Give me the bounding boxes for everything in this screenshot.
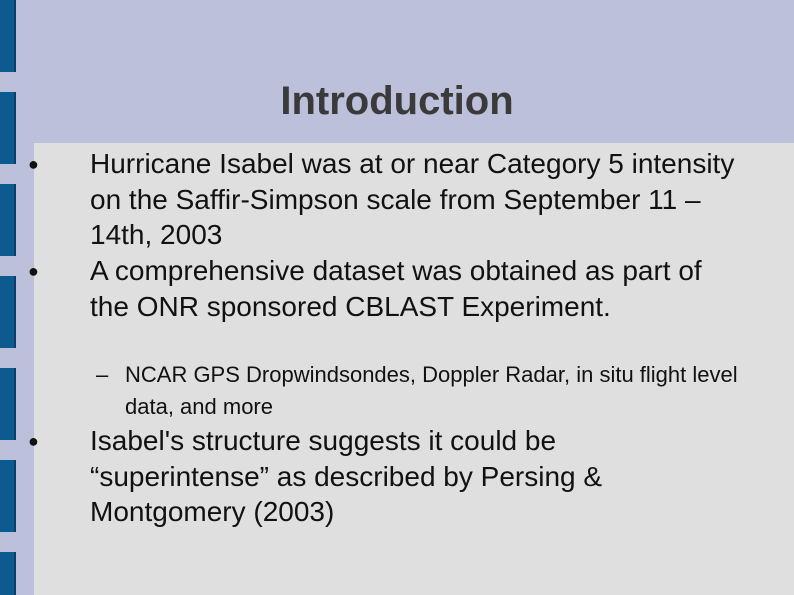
accent-bar — [0, 368, 16, 440]
accent-bar — [0, 0, 16, 72]
sub-bullet-marker: – — [96, 362, 109, 387]
accent-bar — [0, 460, 16, 532]
bullet-text: Hurricane Isabel was at or near Category 5 intensity on the Saffir-Simpson scale from September 11 – 14th, 2003 — [90, 148, 735, 250]
bullet-marker: ● — [28, 261, 39, 281]
bullet-marker: ● — [28, 431, 39, 451]
bullet-text: A comprehensive dataset was obtained as part of the ONR sponsored CBLAST Experiment. — [90, 255, 702, 322]
bullet-text: Isabel's structure suggests it could be “superintense” as described by Persing & Montgomery (2003) — [90, 425, 603, 527]
accent-bar — [0, 552, 16, 595]
sub-bullet-text: NCAR GPS Dropwindsondes, Doppler Radar, in situ flight level data, and more — [125, 362, 738, 419]
accent-bar — [0, 184, 16, 256]
bullet-marker: ● — [28, 154, 39, 174]
accent-bar — [0, 276, 16, 348]
slide-title: Introduction — [280, 79, 514, 123]
